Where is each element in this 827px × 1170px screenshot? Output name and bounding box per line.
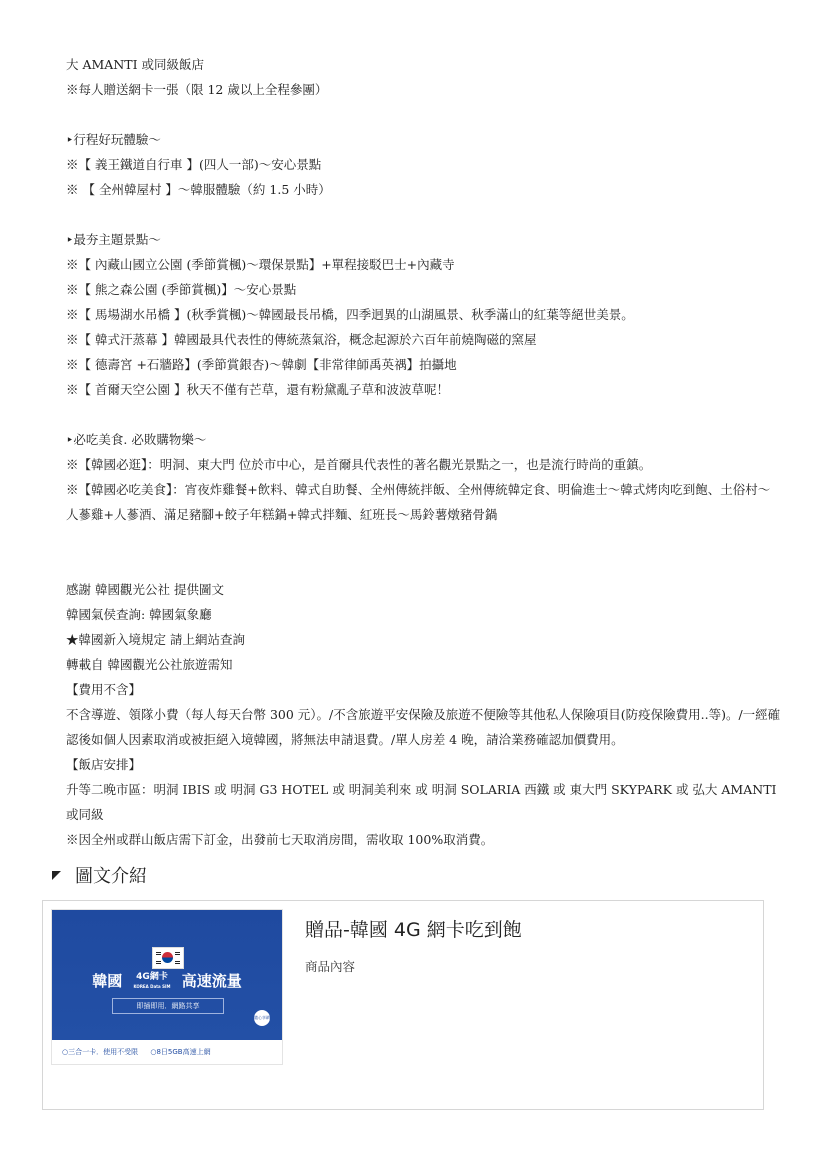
sight-item: ※【 德壽宮 +石牆路】(季節賞銀杏)～韓劇【非常律師禹英禑】拍攝地	[66, 357, 457, 372]
sim-card-subtitle: 即插即用．網路共享	[112, 998, 224, 1014]
sim-card-blue-panel	[52, 910, 282, 1040]
fun-item: ※ 【 全州韓屋村 】～韓服體驗（約 1.5 小時）	[66, 182, 331, 197]
sim-card-title	[52, 970, 282, 992]
meals-line: ※【韓國必吃美食】：宵夜炸雞餐+飲料、韓式自助餐、全州傳統拌飯、全州傳統韓定食、明倫進士～韓式烤肉吃到飽、土俗村～人蔘雞+人蔘酒、滿足豬腳+餃子年糕鍋+韓式拌麵、紅班長～馬鈴薯燉豬骨鍋	[66, 482, 771, 522]
sim-footer-left: ○三合一卡．使用不受限	[62, 1048, 139, 1056]
triangle-corner-icon	[52, 871, 61, 880]
sim-gift-note: ※每人贈送網卡一張（限 12 歲以上全程參團）	[66, 82, 328, 97]
shopping-line: ※【韓國必逛】：明洞、東大門 位於市中心，是首爾具代表性的著名觀光景點之一，也是流行時尚的重鎮。	[66, 457, 652, 472]
source-line: 轉載自 韓國觀光公社旅遊需知	[66, 657, 233, 672]
excluded-heading: 【費用不含】	[66, 682, 142, 697]
hotel-line: 大 AMANTI 或同級飯店	[66, 57, 205, 72]
sight-item: ※【 熊之森公園 (季節賞楓)】～安心景點	[66, 282, 297, 297]
fun-heading: ‣行程好玩體驗～	[66, 132, 161, 147]
product-card[interactable]	[42, 900, 764, 1110]
sim-title-left: 韓國	[92, 972, 123, 990]
sim-title-small-top: 4G網卡	[136, 971, 168, 982]
fun-item: ※【 義王鐵道自行車 】(四人一部)～安心景點	[66, 157, 322, 172]
korea-flag-icon	[152, 947, 184, 969]
weather-line: 韓國氣侯查詢: 韓國氣象廳	[66, 607, 212, 622]
sim-chip-badge: 隨心享網	[254, 1010, 270, 1026]
excluded-text: 不含導遊、領隊小費（每人每天台幣 300 元）。/不含旅遊平安保險及旅遊不便險等其他私人保險項目(防疫保險費用..等)。/一經確認後如個人因素取消或被拒絕入境韓國，將無法申請退費。/單人房差 4 晚，請洽業務確認加價費用。	[66, 707, 781, 747]
sight-item: ※【 韓式汗蒸幕 】韓國最具代表性的傳統蒸氣浴，概念起源於六百年前燒陶磁的窯屋	[66, 332, 537, 347]
sim-card-footer	[52, 1040, 282, 1064]
section-heading-label: 圖文介紹	[75, 866, 147, 887]
sight-item: ※【 首爾天空公園 】秋天不僅有芒草，還有粉黛亂子草和波波草呢！	[66, 382, 449, 397]
hotel-text: 升等二晚市區：明洞 IBIS 或 明洞 G3 HOTEL 或 明洞美利來 或 明洞 SOLARIA 西鐵 或 東大門 SKYPARK 或 弘大 AMANTI 或同級	[66, 782, 777, 822]
product-title[interactable]: 贈品-韓國 4G 網卡吃到飽	[305, 919, 522, 941]
sim-card-image[interactable]	[51, 909, 283, 1065]
entry-rules-line: ★韓國新入境規定 請上網站查詢	[66, 632, 245, 647]
sim-footer-right: ○8日5GB高速上網	[150, 1048, 211, 1056]
section-heading	[52, 862, 147, 888]
credit-line: 感謝 韓國觀光公社 提供圖文	[66, 582, 224, 597]
sights-heading: ‣最夯主題景點～	[66, 232, 161, 247]
itinerary-content	[66, 52, 782, 852]
product-description: 商品內容	[305, 959, 356, 974]
sim-title-small-bottom: KOREA Data SIM	[133, 983, 171, 989]
sim-title-right: 高速流量	[181, 972, 242, 990]
hotel-cancel-note: ※因全州或群山飯店需下訂金，出發前七天取消房間，需收取 100%取消費。	[66, 832, 494, 847]
sight-item: ※【 內藏山國立公園 (季節賞楓)～環保景點】+單程接駁巴士+內藏寺	[66, 257, 455, 272]
sight-item: ※【 馬場湖水吊橋 】(秋季賞楓)～韓國最長吊橋，四季迥異的山湖風景、秋季滿山的紅葉等絕世美景。	[66, 307, 634, 322]
food-heading: ‣必吃美食. 必敗購物樂～	[66, 432, 207, 447]
hotel-heading: 【飯店安排】	[66, 757, 142, 772]
